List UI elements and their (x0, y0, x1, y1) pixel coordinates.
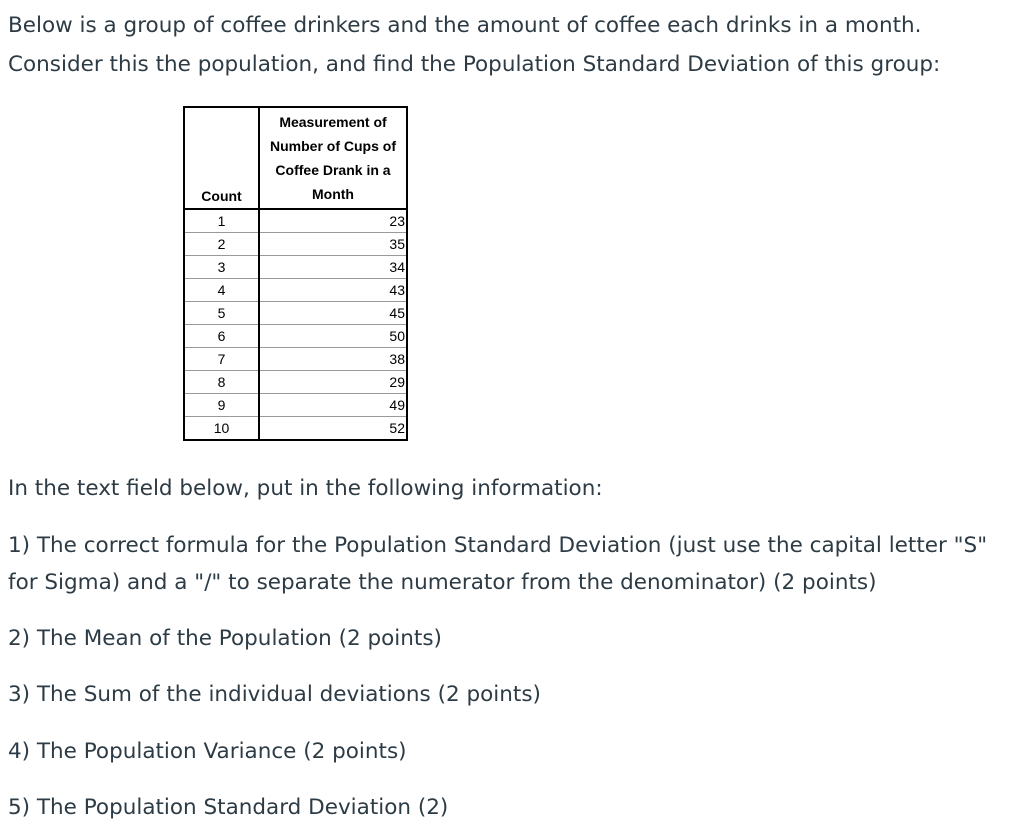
count-cell: 10 (184, 417, 259, 441)
table-header-row (184, 107, 407, 209)
count-cell: 9 (184, 394, 259, 417)
cups-value-cell: 43 (259, 279, 407, 302)
table-row (184, 417, 407, 441)
table-row (184, 348, 407, 371)
count-cell: 2 (184, 233, 259, 256)
measurement-column-header (259, 107, 407, 209)
cups-value-cell: 50 (259, 325, 407, 348)
question-1: 1) The correct formula for the Population Standard Deviation (just use the capital letter "S" for Sigma) and a "/" to separate the numerator from the denominator) (2 points) (8, 533, 988, 595)
count-cell: 3 (184, 256, 259, 279)
cups-value-cell: 52 (259, 417, 407, 441)
table-row (184, 302, 407, 325)
question-4: 4) The Population Variance (2 points) (8, 739, 407, 764)
cups-value-cell: 34 (259, 256, 407, 279)
count-column-header: Count (184, 107, 259, 209)
intro-text: Below is a group of coffee drinkers and the amount of coffee each drinks in a month. Consider this the population, and find the Population Standard Deviation of this group: (8, 13, 941, 77)
cups-value-cell: 38 (259, 348, 407, 371)
count-cell: 4 (184, 279, 259, 302)
cups-value-cell: 49 (259, 394, 407, 417)
question-2: 2) The Mean of the Population (2 points) (8, 626, 442, 651)
count-cell: 7 (184, 348, 259, 371)
measurement-header-line: Measurement of (279, 114, 387, 130)
measurement-header-line: Number of Cups of (270, 138, 396, 154)
cups-value-cell: 45 (259, 302, 407, 325)
count-cell: 1 (184, 209, 259, 233)
coffee-data-table (183, 106, 408, 441)
cups-value-cell: 29 (259, 371, 407, 394)
table-row (184, 279, 407, 302)
table-row (184, 371, 407, 394)
table-row (184, 325, 407, 348)
measurement-header-line: Month (312, 186, 354, 202)
question-3: 3) The Sum of the individual deviations (2 points) (8, 682, 541, 707)
instructions-text: In the text field below, put in the following information: (8, 476, 603, 501)
table-row (184, 209, 407, 233)
count-cell: 6 (184, 325, 259, 348)
table-row (184, 233, 407, 256)
count-cell: 5 (184, 302, 259, 325)
table-row (184, 256, 407, 279)
cups-value-cell: 35 (259, 233, 407, 256)
count-cell: 8 (184, 371, 259, 394)
measurement-header-line: Coffee Drank in a (275, 162, 391, 178)
cups-value-cell: 23 (259, 209, 407, 233)
question-5: 5) The Population Standard Deviation (2) (8, 795, 449, 820)
table-row (184, 394, 407, 417)
